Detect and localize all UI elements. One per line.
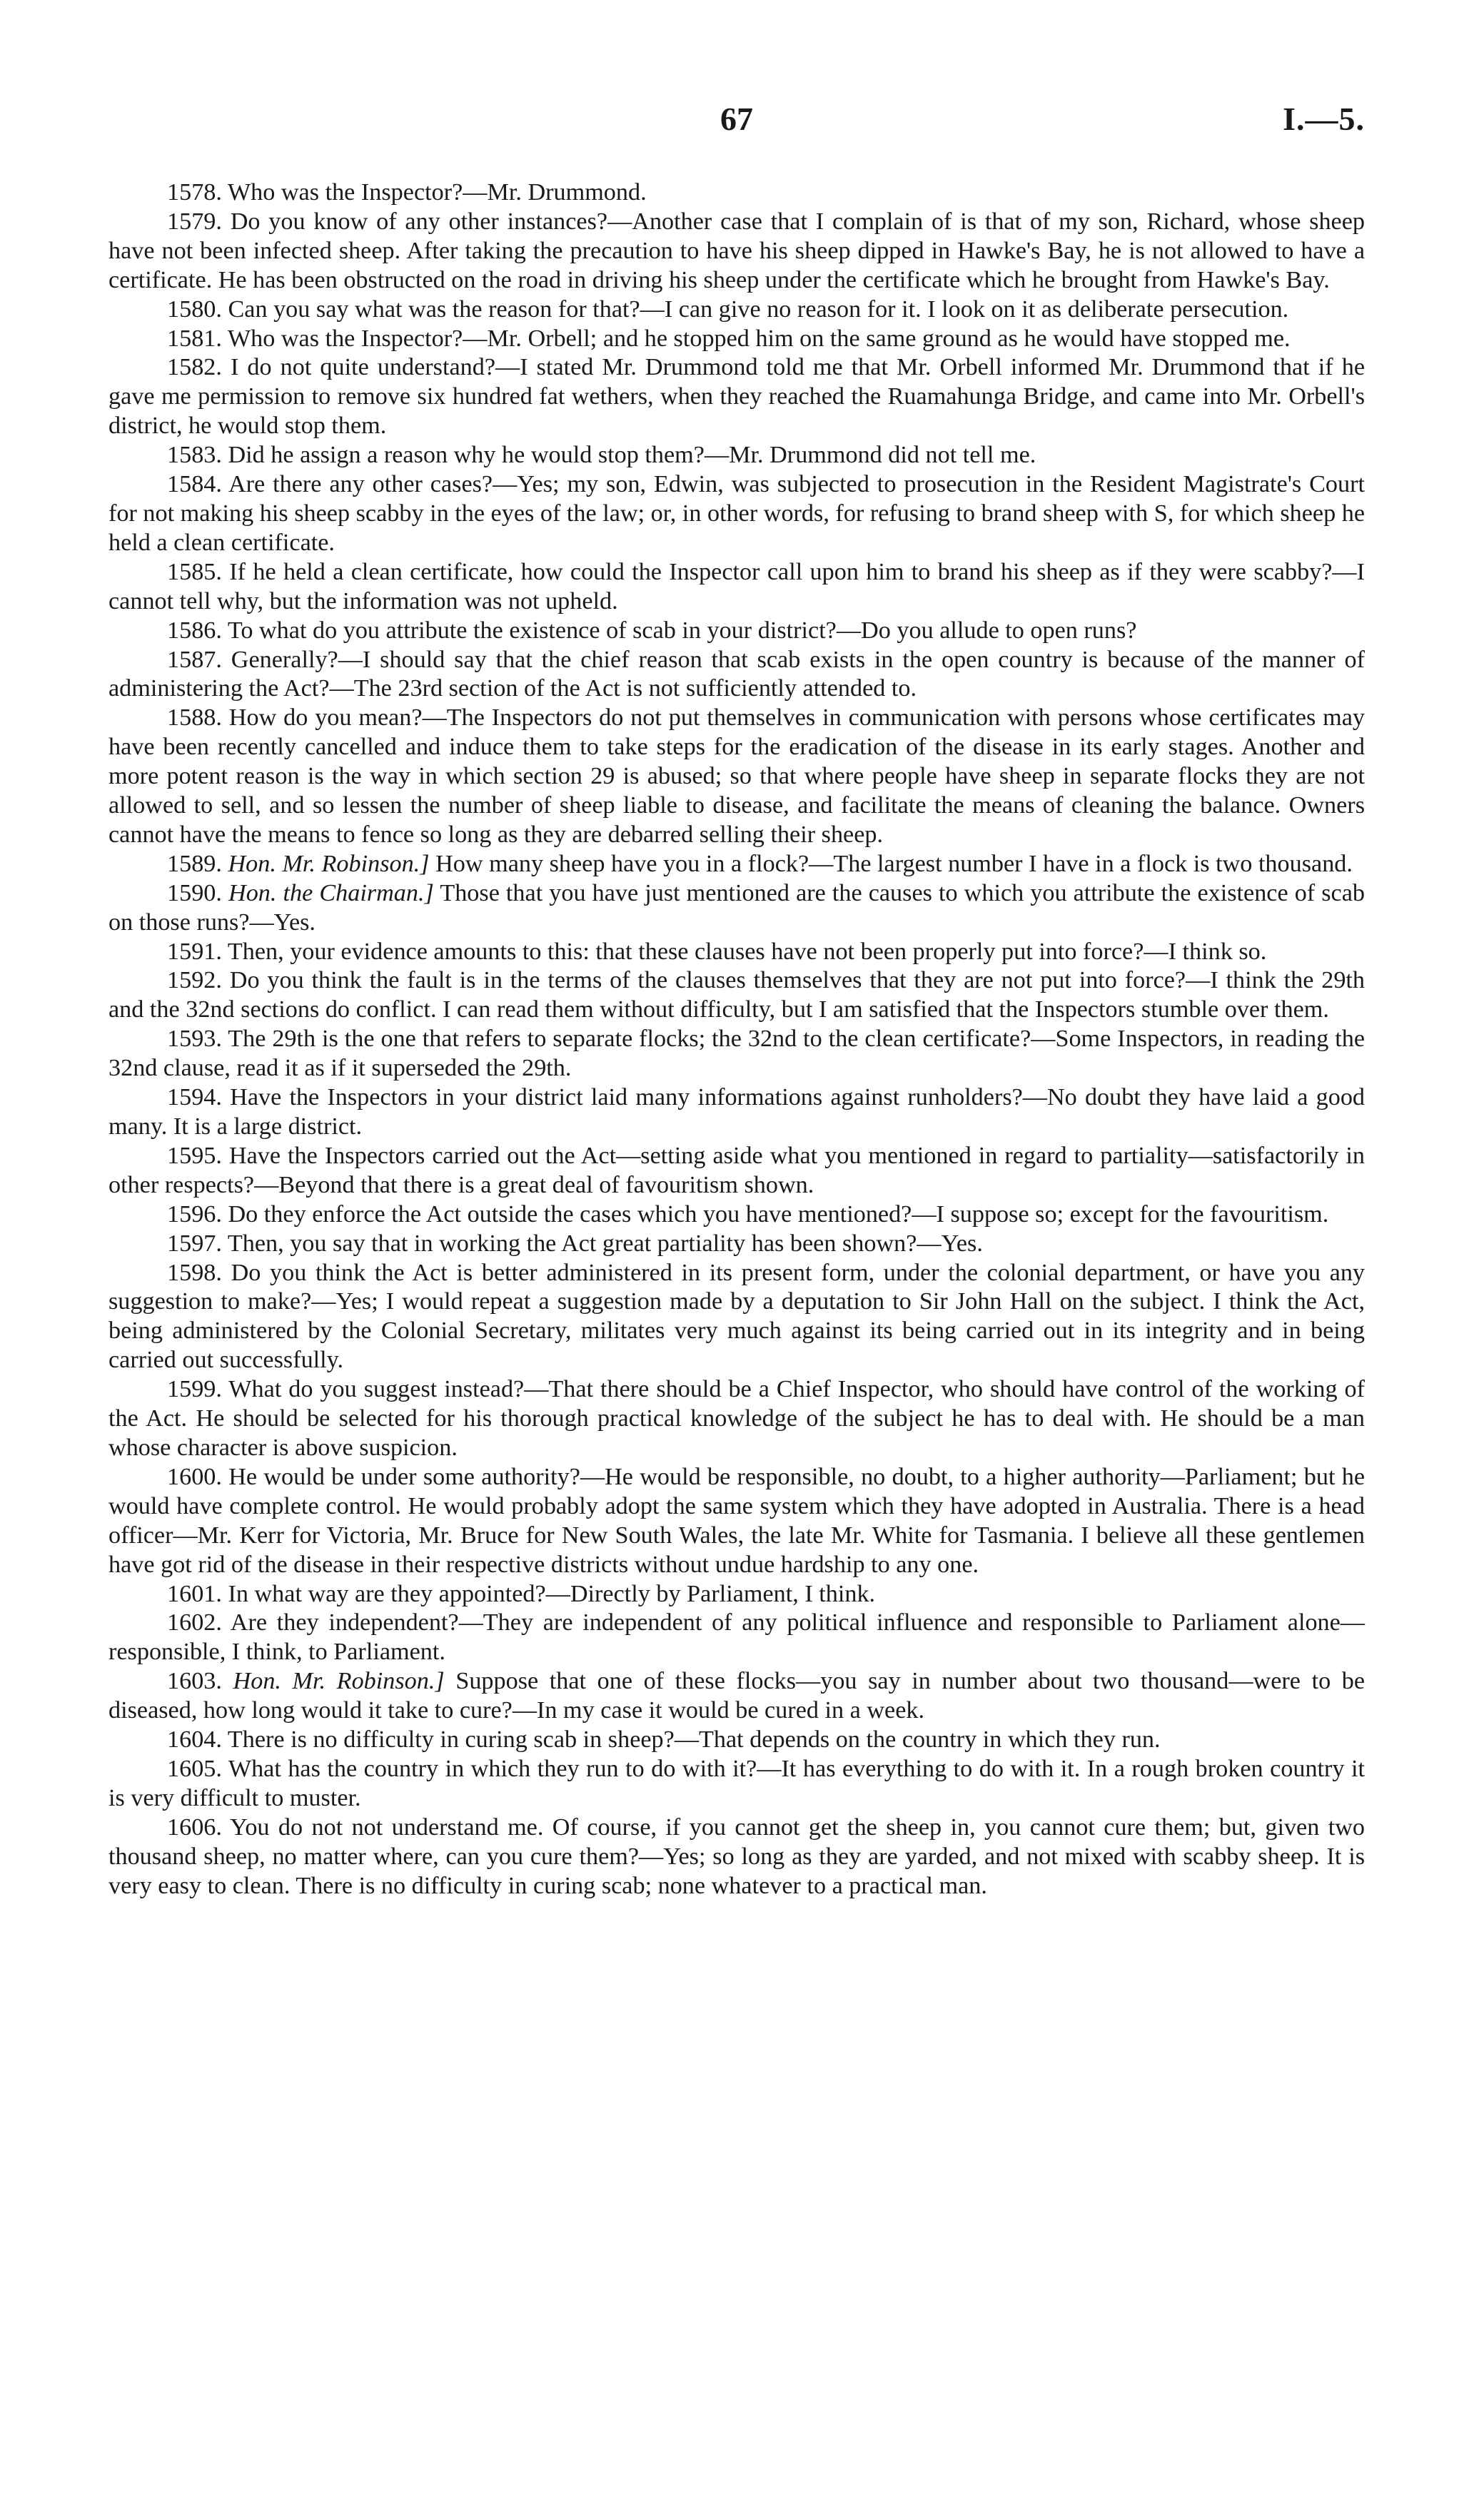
question-text: What has the country in which they run to do with it?—It has everything to do with it. In a rough broken country it is very difficult to muster. <box>108 1755 1366 1811</box>
question-text: Are there any other cases?—Yes; my son, Edwin, was subjected to prosecution in the Resident Magistrate's Court for not making his sheep scabby in the eyes of the law; or, in other words, for refusing to brand sheep with S, for which sheep he held a clean certificate. <box>108 471 1365 556</box>
question-number: 1593. <box>167 1026 222 1053</box>
question-number: 1586. <box>167 617 222 644</box>
question-text: Who was the Inspector?—Mr. Orbell; and he stopped him on the same ground as he would have stopped me. <box>227 325 1291 352</box>
question-text: If he held a clean certificate, how could the Inspector call upon him to brand his sheep as if they were scabby?—I cannot tell why, but the information was not upheld. <box>108 558 1365 614</box>
question-text: Who was the Inspector?—Mr. Drummond. <box>227 179 647 206</box>
question-text: Then, your evidence amounts to this: that these clauses have not been properly put into force?—I think so. <box>227 938 1267 965</box>
question-text: Then, you say that in working the Act great partiality has been shown?—Yes. <box>227 1230 983 1257</box>
question-number: 1589. <box>167 850 222 877</box>
question-text: You do not not understand me. Of course, if you cannot get the sheep in, you cannot cure them; but, given two thousand sheep, no matter where, can you cure them?—Yes; so long as they are yarded, and not mixed with scabby sheep. It is very easy to clean. There is no difficulty in curing scab; none whatever to a practical man. <box>108 1813 1365 1899</box>
question-text: Do they enforce the Act outside the cases which you have mentioned?—I suppose so; except for the favouritism. <box>228 1200 1329 1228</box>
question-text: Suppose that one of these flocks—you say in number about two thousand—were to be diseased, how long would it take to cure?—In my case it would be cured in a week. <box>108 1668 1366 1724</box>
question-paragraph <box>108 1025 1365 1083</box>
question-text: Have the Inspectors in your district laid many informations against runholders?—No doubt they have laid a good many. It is a large district. <box>108 1084 1366 1140</box>
question-paragraph <box>108 1142 1365 1200</box>
question-paragraph <box>108 295 1365 325</box>
question-paragraph <box>108 966 1365 1025</box>
question-paragraph <box>108 879 1365 938</box>
question-number: 1597. <box>167 1230 222 1257</box>
question-number: 1601. <box>167 1580 222 1607</box>
question-paragraph <box>108 1813 1365 1901</box>
question-paragraph <box>108 353 1365 441</box>
page-number: 67 <box>720 101 753 137</box>
question-text: There is no difficulty in curing scab in sheep?—That depends on the country in which they run. <box>227 1726 1161 1754</box>
question-number: 1579. <box>167 208 222 235</box>
question-paragraph <box>108 1083 1365 1142</box>
question-paragraph <box>108 178 1365 208</box>
question-number: 1592. <box>167 967 222 994</box>
question-number: 1584. <box>167 471 222 498</box>
question-paragraph <box>108 1375 1365 1463</box>
question-text: He would be under some authority?—He would be responsible, no doubt, to a higher authority—Parliament; but he would have complete control. He would probably adopt the same system which they have adopted in Australia. There is a head officer—Mr. Kerr for Victoria, Mr. Bruce for New South Wales, the late Mr. White for Tasmania. I believe all these gentlemen have got rid of the disease in their respective districts without undue hardship to any one. <box>108 1463 1366 1578</box>
question-number: 1580. <box>167 295 222 323</box>
question-number: 1583. <box>167 442 222 469</box>
question-text: What do you suggest instead?—That there should be a Chief Inspector, who should have control of the working of the Act. He should be selected for his thorough practical knowledge of the subject he has to deal with. He should be a man whose character is above suspicion. <box>108 1376 1365 1461</box>
question-number: 1581. <box>167 325 222 352</box>
question-paragraph <box>108 1580 1365 1609</box>
question-text: Do you think the fault is in the terms of the clauses themselves that they are not put into force?—I think the 29th and the 32nd sections do conflict. I can read them without difficulty, but I am satisfied that the Inspectors stumble over them. <box>108 967 1366 1023</box>
question-number: 1605. <box>167 1755 222 1782</box>
question-number: 1578. <box>167 179 222 206</box>
question-paragraph <box>108 1230 1365 1259</box>
question-number: 1587. <box>167 646 222 673</box>
question-text: Those that you have just mentioned are the causes to which you attribute the existence of scab on those runs?—Yes. <box>108 879 1365 936</box>
question-paragraph <box>108 1755 1365 1813</box>
speaker-name: Hon. Mr. Robinson.] <box>228 850 430 877</box>
question-number: 1603. <box>167 1668 222 1695</box>
question-text: In what way are they appointed?—Directly by Parliament, I think. <box>228 1580 876 1607</box>
question-paragraph <box>108 1200 1365 1230</box>
question-paragraph <box>108 646 1365 704</box>
question-number: 1599. <box>167 1376 222 1403</box>
question-paragraph <box>108 470 1365 558</box>
page-header <box>108 100 1365 150</box>
question-number: 1602. <box>167 1609 222 1636</box>
question-paragraph <box>108 617 1365 646</box>
question-number: 1606. <box>167 1813 222 1841</box>
question-number: 1588. <box>167 704 222 732</box>
question-paragraph <box>108 938 1365 967</box>
question-text: Generally?—I should say that the chief reason that scab exists in the open country is because of the manner of administering the Act?—The 23rd section of the Act is not sufficiently attended to. <box>108 646 1365 702</box>
question-paragraph <box>108 208 1365 295</box>
question-number: 1582. <box>167 354 222 381</box>
question-paragraph <box>108 1463 1365 1580</box>
question-text: I do not quite understand?—I stated Mr. Drummond told me that Mr. Orbell informed Mr. Drummond that if he gave me permission to remove six hundred fat wethers, when they reached the Ruamahunga Bridge, and came into Mr. Orbell's district, he would stop them. <box>108 354 1365 440</box>
question-number: 1604. <box>167 1726 222 1754</box>
evidence-text <box>108 178 1365 1901</box>
question-paragraph <box>108 558 1365 617</box>
question-number: 1595. <box>167 1142 222 1169</box>
question-paragraph <box>108 1609 1365 1667</box>
question-number: 1598. <box>167 1259 222 1286</box>
speaker-name: Hon. the Chairman.] <box>228 879 434 906</box>
question-number: 1594. <box>167 1084 222 1111</box>
question-number: 1585. <box>167 558 222 585</box>
question-paragraph <box>108 325 1365 354</box>
question-paragraph <box>108 1259 1365 1376</box>
question-text: To what do you attribute the existence of scab in your district?—Do you allude to open runs? <box>227 617 1137 644</box>
question-number: 1590. <box>167 879 222 906</box>
speaker-name: Hon. Mr. Robinson.] <box>233 1668 445 1695</box>
question-number: 1600. <box>167 1463 222 1490</box>
question-text: Are they independent?—They are independent of any political influence and responsible to Parliament alone—responsible, I think, to Parliament. <box>108 1609 1365 1666</box>
question-text: How many sheep have you in a flock?—The largest number I have in a flock is two thousand. <box>435 850 1353 877</box>
question-text: Did he assign a reason why he would stop them?—Mr. Drummond did not tell me. <box>228 442 1036 469</box>
question-text: Do you think the Act is better administered in its present form, under the colonial department, or have you any suggestion to make?—Yes; I would repeat a suggestion made by a deputation to Sir John Hall on the subject. I think the Act, being administered by the Colonial Secretary, militates very much against its being carried out in its integrity and in being carried out successfully. <box>108 1259 1366 1374</box>
question-paragraph <box>108 850 1365 879</box>
question-number: 1591. <box>167 938 222 965</box>
question-paragraph <box>108 1726 1365 1755</box>
question-text: Have the Inspectors carried out the Act—setting aside what you mentioned in regard to partiality—satisfactorily in other respects?—Beyond that there is a great deal of favouritism shown. <box>108 1142 1365 1198</box>
question-number: 1596. <box>167 1200 222 1228</box>
paper-reference: I.—5. <box>1283 101 1365 137</box>
question-paragraph <box>108 704 1365 850</box>
question-text: Can you say what was the reason for that?—I can give no reason for it. I look on it as deliberate persecution. <box>228 295 1289 323</box>
question-text: How do you mean?—The Inspectors do not put themselves in communication with persons whose certificates may have been recently cancelled and induce them to take steps for the eradication of the disease in its early stages. Another and more potent reason is the way in which section 29 is abused; so that where people have sheep in separate flocks they are not allowed to sell, and so lessen the number of sheep liable to disease, and facilitate the means of cleaning the balance. Owners cannot have the means to fence so long as they are debarred selling their sheep. <box>108 704 1365 848</box>
question-text: Do you know of any other instances?—Another case that I complain of is that of my son, Richard, whose sheep have not been infected sheep. After taking the precaution to have his sheep dipped in Hawke's Bay, he is not allowed to have a certificate. He has been obstructed on the road in driving his sheep under the certificate which he brought from Hawke's Bay. <box>108 208 1365 293</box>
question-paragraph <box>108 1667 1365 1726</box>
question-text: The 29th is the one that refers to separate flocks; the 32nd to the clean certificate?—Some Inspectors, in reading the 32nd clause, read it as if it superseded the 29th. <box>108 1026 1365 1082</box>
question-paragraph <box>108 441 1365 470</box>
